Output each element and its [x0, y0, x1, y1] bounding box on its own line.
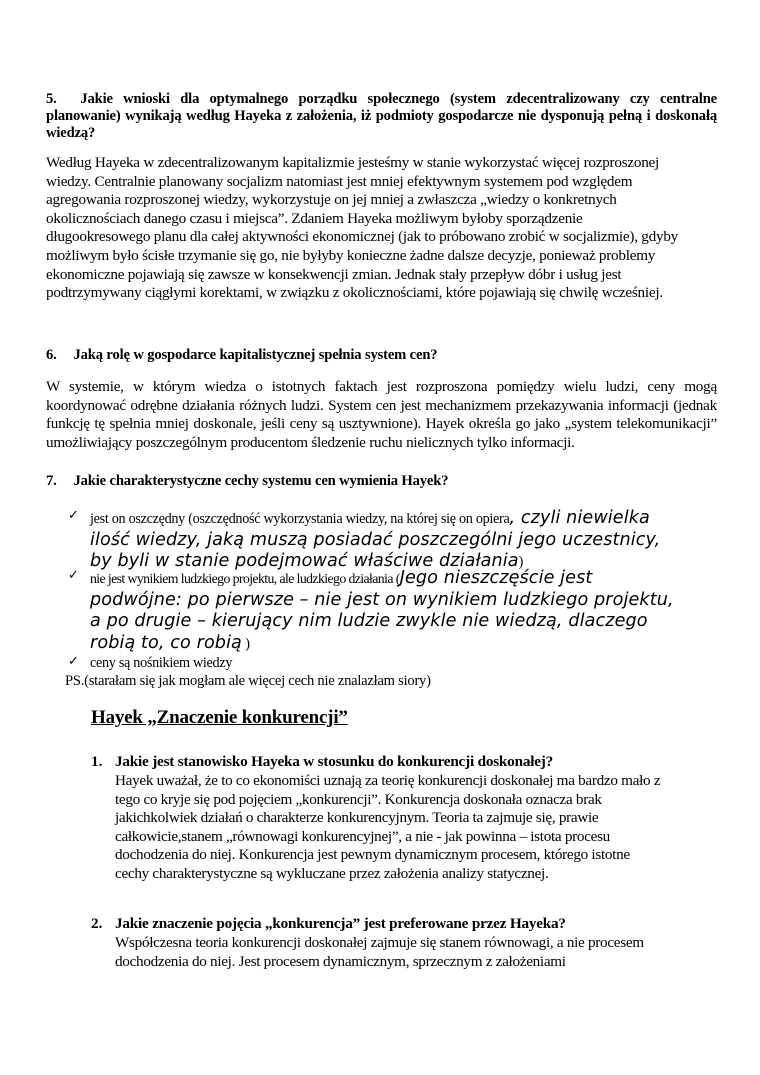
feature-text: nie jest wynikiem ludzkiego projektu, ale ludzkiego działania (: [90, 571, 400, 586]
feature-emphasis: , czyli niewielka ilość wiedzy, jaką muszą posiadać poszczególni jego uczestnicy, by byli w stanie podejmować właściwe działania: [90, 508, 661, 571]
section-heading: Hayek „Znaczenie konkurencji”: [91, 707, 348, 728]
question-number: 6.: [46, 347, 57, 363]
feature-text: jest on oszczędny (oszczędność wykorzystania wiedzy, na której się on opiera: [90, 511, 510, 527]
question-text: Jakie charakterystyczne cechy systemu cen wymienia Hayek?: [73, 473, 449, 489]
question-5-title: [46, 91, 717, 142]
ps-note: PS.(starałam się jak mogłam ale więcej cech nie znalazłam siory): [65, 673, 431, 689]
question-6-answer: W systemie, w którym wiedza o istotnych faktach jest rozproszona pomiędzy wielu ludzi, ceny mogą koordynować odrębne działania różnych ludzi. System cen jest mechanizmem przekazywania informacji (jednak funkcję tę spełnia mniej doskonale, jeśli ceny są usztywnione). Hayek określa go jako „system telekomunikacji” umożliwiający poszczególnym producentom śledzenie ruchu nielicznych tylko informacji.: [46, 378, 717, 451]
feature-text: ceny są nośnikiem wiedzy: [90, 655, 233, 671]
question-number: 5.: [46, 91, 57, 107]
question-answer: Współczesna teoria konkurencji doskonałej zajmuje się stanem równowagi, a nie procesem dochodzenia do niej. Jest procesem dynamicznym, sprzecznym z założeniami: [115, 934, 644, 970]
question-5-answer: Według Hayeka w zdecentralizowanym kapitalizmie jesteśmy w stanie wykorzystać więcej rozproszonej wiedzy. Centralnie planowany socjalizm natomiast jest mniej efektywnym systemem pod względem agregowania rozproszonej wiedzy, wykorzystuje on jej mniej a zwłaszcza „wiedzy o konkretnych okolicznościach danego czasu i miejsca”. Zdaniem Hayeka możliwym byłoby sporządzenie długookresowego planu dla całej aktywności ekonomicznej (jak to próbowano zrobić w socjalizmie), gdyby możliwym było ścisłe trzymanie się go, nie byłyby konieczne żadne dalsze decyzje, ponieważ problemy ekonomiczne pojawiają się zawsze w konsekwencji zmian. Jednak stały przepływ dóbr i usług jest podtrzymywany ciągłymi korektami, w związku z okolicznościami, które pojawiają się chwilę wcześniej.: [46, 154, 679, 302]
question-text: Jaką rolę w gospodarce kapitalistycznej spełnia system cen?: [73, 347, 438, 363]
question-number: 7.: [46, 473, 57, 489]
feature-close: ): [518, 554, 524, 570]
question-text: Jakie wnioski dla optymalnego porządku społecznego (system zdecentralizowany czy centralne planowanie) wynikają według Hayeka z założenia, iż podmioty gospodarcze nie dysponują pełną i doskonałą wiedzą?: [46, 91, 718, 141]
question-text: Jakie znaczenie pojęcia „konkurencja” jest preferowane przez Hayeka?: [115, 915, 566, 932]
question-number: 1.: [91, 753, 103, 770]
question-text: Jakie jest stanowisko Hayeka w stosunku do konkurencji doskonałej?: [115, 753, 554, 770]
feature-emphasis: Jego nieszczęście jest podwójne: po pierwsze – nie jest on wynikiem ludzkiego projektu, a po drugie – kierujący nim ludzie zwykle nie wiedzą, dlaczego robią to, co robią: [90, 568, 674, 653]
checkmark-icon: ✓: [68, 568, 79, 583]
feature-close: ): [241, 635, 250, 652]
question-7-title: [46, 473, 717, 490]
question-6-title: [46, 347, 717, 364]
question-number: 2.: [91, 915, 103, 932]
checkmark-icon: ✓: [68, 654, 79, 669]
checkmark-icon: ✓: [68, 508, 79, 523]
question-answer: Hayek uważał, że to co ekonomiści uznają za teorię konkurencji doskonałej ma bardzo mało z tego co kryje się pod pojęciem „konkurencji”. Konkurencja doskonała oznacza brak jakichkolwiek działań o charakterze konkurencyjnym. Teoria ta zajmuje się, prawie całkowicie,stanem „równowagi konkurencyjnej”, a nie - jak powinna – istota procesu dochodzenia do niej. Konkurencja jest pewnym dynamicznym procesem, którego istotne cechy charakterystyczne są wykluczane przez założenia analizy statycznej.: [115, 772, 661, 882]
